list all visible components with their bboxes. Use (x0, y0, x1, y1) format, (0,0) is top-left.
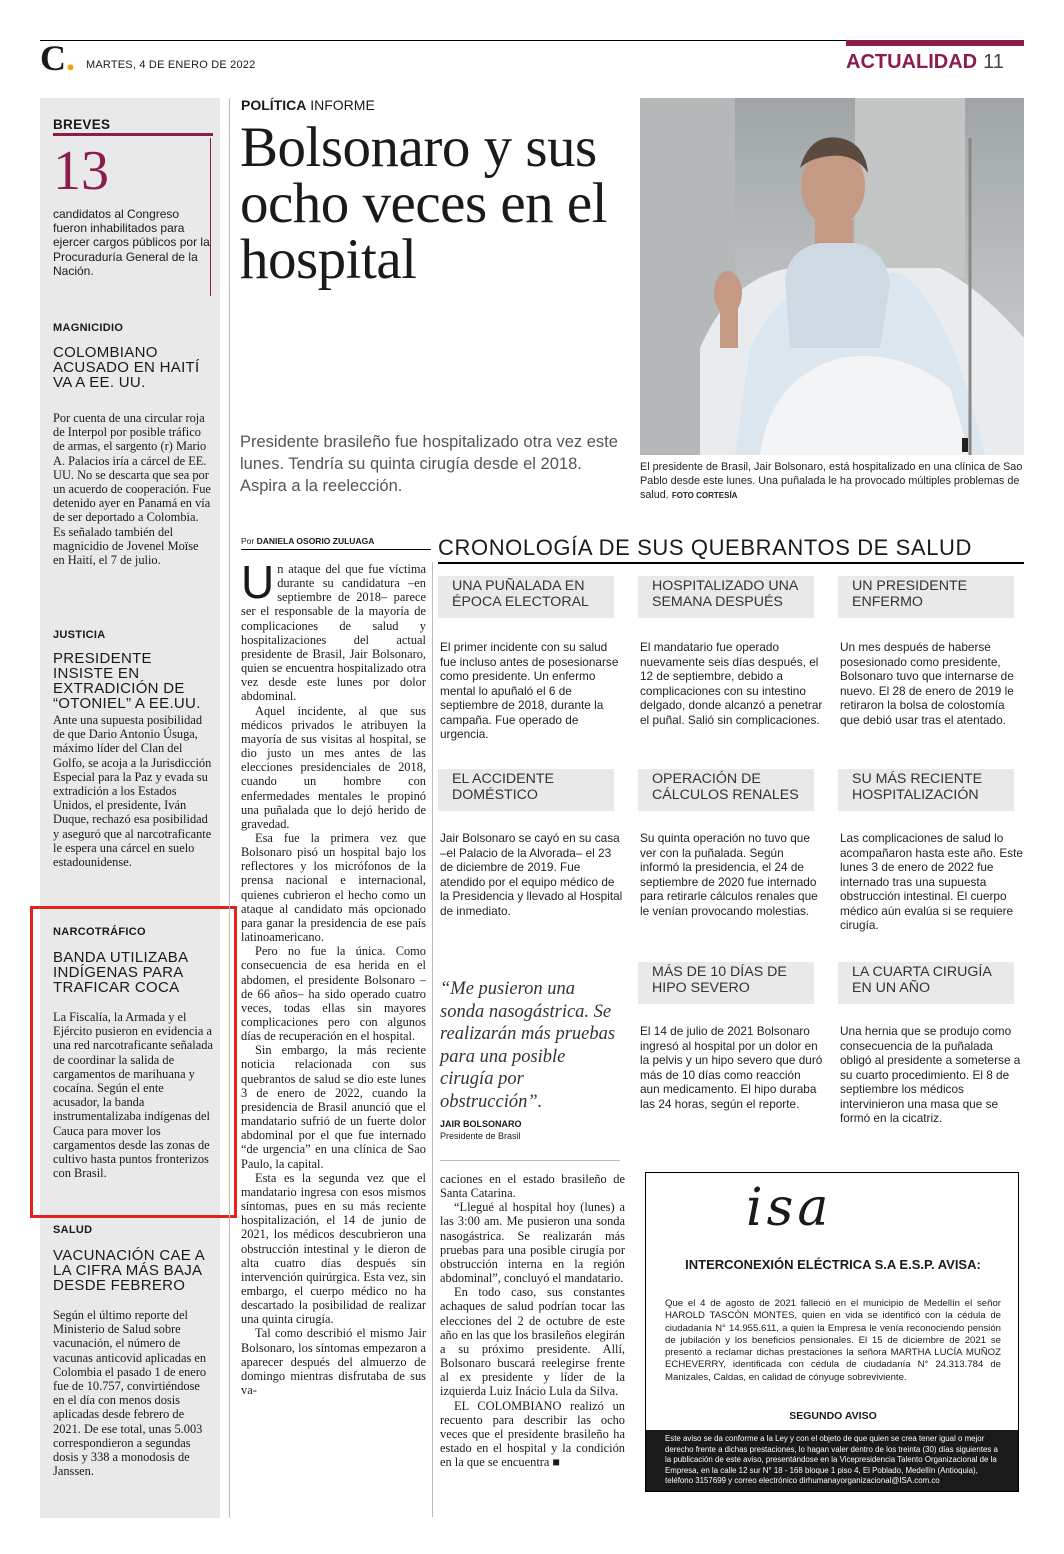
bolsonaro-hospital-photo (640, 98, 1024, 455)
photo-caption: El presidente de Brasil, Jair Bolsonaro, está hospitalizado en una clínica de Sao Pablo desde este lunes. Una puñalada le ha provocado múltiples problemas de salud. FOTO CORTESÍA (640, 461, 1023, 501)
brief-body: Por cuenta de una circular roja de Interpol por posible tráfico de armas, el sargento (r) Mario A. Palacios iría a cárcel de EE. UU. No se descarta que sea por un acuerdo de cooperación. Fue detenido ayer en Panamá en vía de ser deportado a Colombia. Es señalado también del magnicidio de Jovenel Moïse en Haití, el 7 de julio. (53, 411, 211, 568)
event-body: Un mes después de haberse posesionado como presidente, Bolsonaro tuvo que internarse de nuevo. El 28 de enero de 2019 le retiraron la bolsa de colostomía que debió usar tras el atentado. (840, 640, 1014, 727)
ad-title: INTERCONEXIÓN ELÉCTRICA S.A E.S.P. AVISA: (685, 1257, 981, 1272)
article-paragraph: Tal como describió el mismo Jair Bolsonaro, los síntomas empezaron a aparecer después del almuerzo de domingo mientras disfrutaba de sus va- (241, 1326, 426, 1398)
column-rule (432, 562, 433, 1517)
column-rule (229, 98, 230, 1518)
article-subtitle: Presidente brasileño fue hospitalizado otra vez este lunes. Tendría su quinta cirugía desde el 2018. Aspira a la reelección. (240, 433, 618, 495)
quote-author-role: Presidente de Brasil (440, 1131, 521, 1141)
event-heading: UN PRESIDENTE ENFERMO (838, 576, 1014, 618)
breves-side-rule (210, 138, 211, 296)
event-body: Su quinta operación no tuvo que ver con la puñalada. Según informó la presidencia, el 24 de septiembre de 2020 fue internado para retirarle cálculos renales que le venían provocando molestias. (640, 831, 818, 918)
event-body: Las complicaciones de salud lo acompañaron hasta este año. Este lunes 3 de enero de 2022 fue internado tras una supuesta obstrucción intestinal. El cuerpo médico aún evalúa si se requiere cirugía. (840, 831, 1023, 932)
brief-headline: BANDA UTILIZABA INDÍGENAS PARA TRAFICAR COCA (53, 949, 188, 996)
section-label: ACTUALIDAD 11 (846, 51, 1004, 73)
section-color-bar (846, 40, 1024, 46)
article-column-1 (241, 562, 426, 1517)
ad-body: Que el 4 de agosto de 2021 falleció en el municipio de Medellín el señor HAROLD TASCÓN MONTES, quien en vida se identificó con la cédula de ciudadanía N° 14.955.611, a quien la Empresa le venía reconociendo pensión de jubilación y los beneficios pensionales. El 15 de diciembre de 2021 se presentó a reclamar dichas prestaciones la señora MARTHA LUCÍA MUÑOZ ECHEVERRY, identificada con cédula de ciudadanía N° 24.313.784 de Manizales, Caldas, en calidad de cónyuge sobreviviente. (665, 1298, 1001, 1383)
brief-kicker: JUSTICIA (53, 629, 106, 641)
article-title: Bolsonaro y sus ocho veces en el hospital (240, 116, 608, 291)
event-body: Una hernia que se produjo como consecuencia de la puñalada obligó al presidente a someterse a su cuarto procedimiento. El 8 de septiembre los médicos intervinieron una masa que se formó en la cicatriz. (840, 1024, 1021, 1125)
article-paragraph: Esta es la segunda vez que el mandatario ingresa con esos mismos síntomas, pues en su más reciente hospitalización, el 14 de junio de 2021, los médicos descubrieron una obstrucción intestinal y le dieron de alta cuatro días después sin intervención quirúrgica. Esta vez, sin embargo, el cuerpo médico no ha descartado la posibilidad de realizar una quinta cirugía. (241, 1170, 426, 1327)
event-heading: LA CUARTA CIRUGÍA EN UN AÑO (838, 962, 1014, 1004)
event-body: El mandatario fue operado nuevamente seis días después, el 12 de septiembre, debido a complicaciones con su intestino delgado, donde alcanzó a penetrar el puñal. Salió sin complicaciones. (640, 640, 823, 727)
brief-headline: COLOMBIANO ACUSADO EN HAITÍ VA A EE. UU. (53, 344, 200, 391)
newspaper-logo: C. (40, 38, 75, 78)
article-paragraph: “Llegué al hospital hoy (lunes) a las 3:00 am. Me pusieron una sonda nasogástrica. Se realizarán más pruebas para una posible cirugía por obstrucción interna en la región abdominal”, concluyó el mandatario. (440, 1200, 625, 1286)
quote-rule (440, 1160, 620, 1161)
event-heading: SU MÁS RECIENTE HOSPITALIZACIÓN (838, 769, 1014, 811)
brief-kicker: MAGNICIDIO (53, 322, 124, 334)
brief-headline: PRESIDENTE INSISTE EN EXTRADICIÓN DE “OTONIEL” A EE.UU. (53, 650, 201, 712)
event-body: Jair Bolsonaro se cayó en su casa –el Palacio de la Alvorada– el 23 de diciembre de 2019. Fue atendido por el equipo médico de la Presidencia y llevado al Hospital de inmediato. (440, 831, 623, 918)
article-paragraph: EL COLOMBIANO realizó un recuento para describir las ocho veces que el presidente brasileño ha estado en el hospital y la condición en la que se encuentra ■ (440, 1398, 625, 1470)
article-paragraph: En todo caso, sus constantes achaques de salud podrían tocar las elecciones del 2 de octubre de este año en las que los brasileños elegirán a su próximo presidente. Allí, Bolsonaro buscará reelegirse frente al ex presidente y líder de la izquierda Luiz Inácio Lula da Silva. (440, 1285, 625, 1399)
brief-body: La Fiscalía, la Armada y el Ejército pusieron en evidencia a una red narcotraficante señalada de coordinar la salida de cargamentos de marihuana y cocaína. Según el ente acusador, la banda instrumentalizaba indígenas del Cauca para mover los cargamentos desde las zonas de cultivo hasta puntos fronterizos con Brasil. (53, 1010, 213, 1181)
event-body: El primer incidente con su salud fue incluso antes de posesionarse como presidente. Un enfermo mental lo apuñaló el 6 de septiembre de 2018, durante la campaña. Fue operado de urgencia. (440, 640, 619, 741)
brief-headline: VACUNACIÓN CAE A LA CIFRA MÁS BAJA DESDE FEBRERO (53, 1247, 205, 1294)
pull-quote: “Me pusieron una sonda nasogástrica. Se realizarán más pruebas para una posible cirugía por obstrucción”. (440, 979, 616, 1112)
article-paragraph: Esa fue la primera vez que Bolsonaro pisó un hospital bajo los reflectores y los micrófonos de la prensa nacional e internacional, quienes cubrieron el hecho como un ataque al candidato más opcionado para ganar la presidencia de ese país latinoamericano. (241, 830, 426, 945)
event-heading: OPERACIÓN DE CÁLCULOS RENALES (638, 769, 814, 811)
article-paragraph: Un ataque del que fue víctima durante su candidatura –en septiembre de 2018– parece ser el responsable de la mayoría de complicaciones de salud y hospitalizaciones del actual presidente de Brasil, Jair Bolsonaro, quien se encuentra hospitalizado otra vez desde este lunes por dolor abdominal. (241, 562, 426, 704)
brief-body: Según el último reporte del Ministerio de Salud sobre vacunación, el número de vacunas anticovid aplicadas en Colombia el pasado 1 de enero fue de 10.757, convirtiéndose en el día con menos dosis aplicadas desde febrero de 2021. De ese total, unas 5.003 correspondieron a segundas dosis y 338 a monodosis de Janssen. (53, 1308, 207, 1479)
article-paragraph: Pero no fue la única. Como consecuencia de esa herida en el abdomen, el presidente Bolsonaro –de 66 años– ha sido operado cuatro veces, todas ellas sin mayores complicaciones pero con algunos días de recuperación en el hospital. (241, 944, 426, 1044)
breves-rule (53, 133, 213, 136)
chronology-title: CRONOLOGÍA DE SUS QUEBRANTOS DE SALUD (438, 535, 973, 560)
article-paragraph: Sin embargo, la más reciente noticia relacionada con sus quebrantos de salud se dio este lunes 3 de enero de 2022, cuando la presidencia de Brasil anunció que el mandatario sufrió de un fuerte dolor abdominal por el que fue internado “de urgencia” en una clínica de Sao Paulo, la capital. (241, 1043, 426, 1171)
quote-author: JAIR BOLSONARO (440, 1119, 522, 1129)
event-heading: EL ACCIDENTE DOMÉSTICO (438, 769, 614, 811)
drop-cap: U (241, 562, 275, 608)
isa-logo: isa (746, 1178, 833, 1238)
breves-number: 13 (53, 140, 109, 202)
event-heading: HOSPITALIZADO UNA SEMANA DESPUÉS (638, 576, 814, 618)
byline: Por DANIELA OSORIO ZULUAGA (241, 536, 375, 546)
article-column-2 (440, 1172, 625, 1517)
photo-credit: FOTO CORTESÍA (671, 491, 738, 500)
breves-text: candidatos al Congreso fueron inhabilitados para ejercer cargos públicos por la Procuraduría General de la Nación. (53, 207, 210, 278)
byline-rule (241, 549, 431, 550)
ad-footer: Este aviso se da conforme a la Ley y con el objeto de que quien se crea tener igual o mejor derecho frente a dichas prestaciones, lo hagan valer dentro de los treinta (30) días siguientes a la publicación de este aviso, presentándose en la Vicepresidencia Talento Organizacional de la Empresa, en la calle 12 sur N° 18 - 168 bloque 1 piso 4, El Poblado, Medellín (Antioquia), teléfono 3157699 y correo electrónico dirhumanayorganizacional@ISA.com.co (646, 1430, 1018, 1491)
photo-illustration (640, 98, 1024, 455)
event-body: El 14 de julio de 2021 Bolsonaro ingresó al hospital por un dolor en la pelvis y un hipo severo que duró más de 10 días como reacción aun medicamento. El hipo duraba las 24 horas, según el reporte. (640, 1024, 823, 1111)
brief-body: Ante una supuesta posibilidad de que Dario Antonio Úsuga, máximo líder del Clan del Golfo, se acoja a la Jurisdicción Especial para la Paz y evada su extradición a los Estados Unidos, el presidente, Iván Duque, rechazó esa posibilidad y aseguró que al narcotraficante le espera una cárcel en suelo estadounidense. (53, 713, 212, 870)
article-paragraph: Aquel incidente, al que sus médicos privados le atribuyen la mayoría de sus visitas al hospital, se dio justo un mes antes de las elecciones presidenciales de 2018, cuando un hombre con enfermedades mentales le propinó una puñalada que lo dejó herido de gravedad. (241, 703, 426, 831)
chronology-rule (438, 562, 1024, 564)
brief-kicker: NARCOTRÁFICO (53, 926, 146, 938)
article-paragraph: caciones en el estado brasileño de Santa Catarina. (440, 1172, 625, 1201)
breves-label: BREVES (53, 117, 111, 132)
ad-second-notice: SEGUNDO AVISO (789, 1410, 877, 1422)
end-mark: ■ (552, 1455, 560, 1470)
highlight-box (30, 906, 237, 1218)
event-heading: UNA PUÑALADA EN ÉPOCA ELECTORAL (438, 576, 614, 618)
event-heading: MÁS DE 10 DÍAS DE HIPO SEVERO (638, 962, 814, 1004)
page-number: 11 (983, 51, 1004, 73)
brief-kicker: SALUD (53, 1224, 93, 1236)
issue-date: MARTES, 4 DE ENERO DE 2022 (86, 59, 256, 71)
article-kicker: POLÍTICA INFORME (241, 97, 375, 113)
